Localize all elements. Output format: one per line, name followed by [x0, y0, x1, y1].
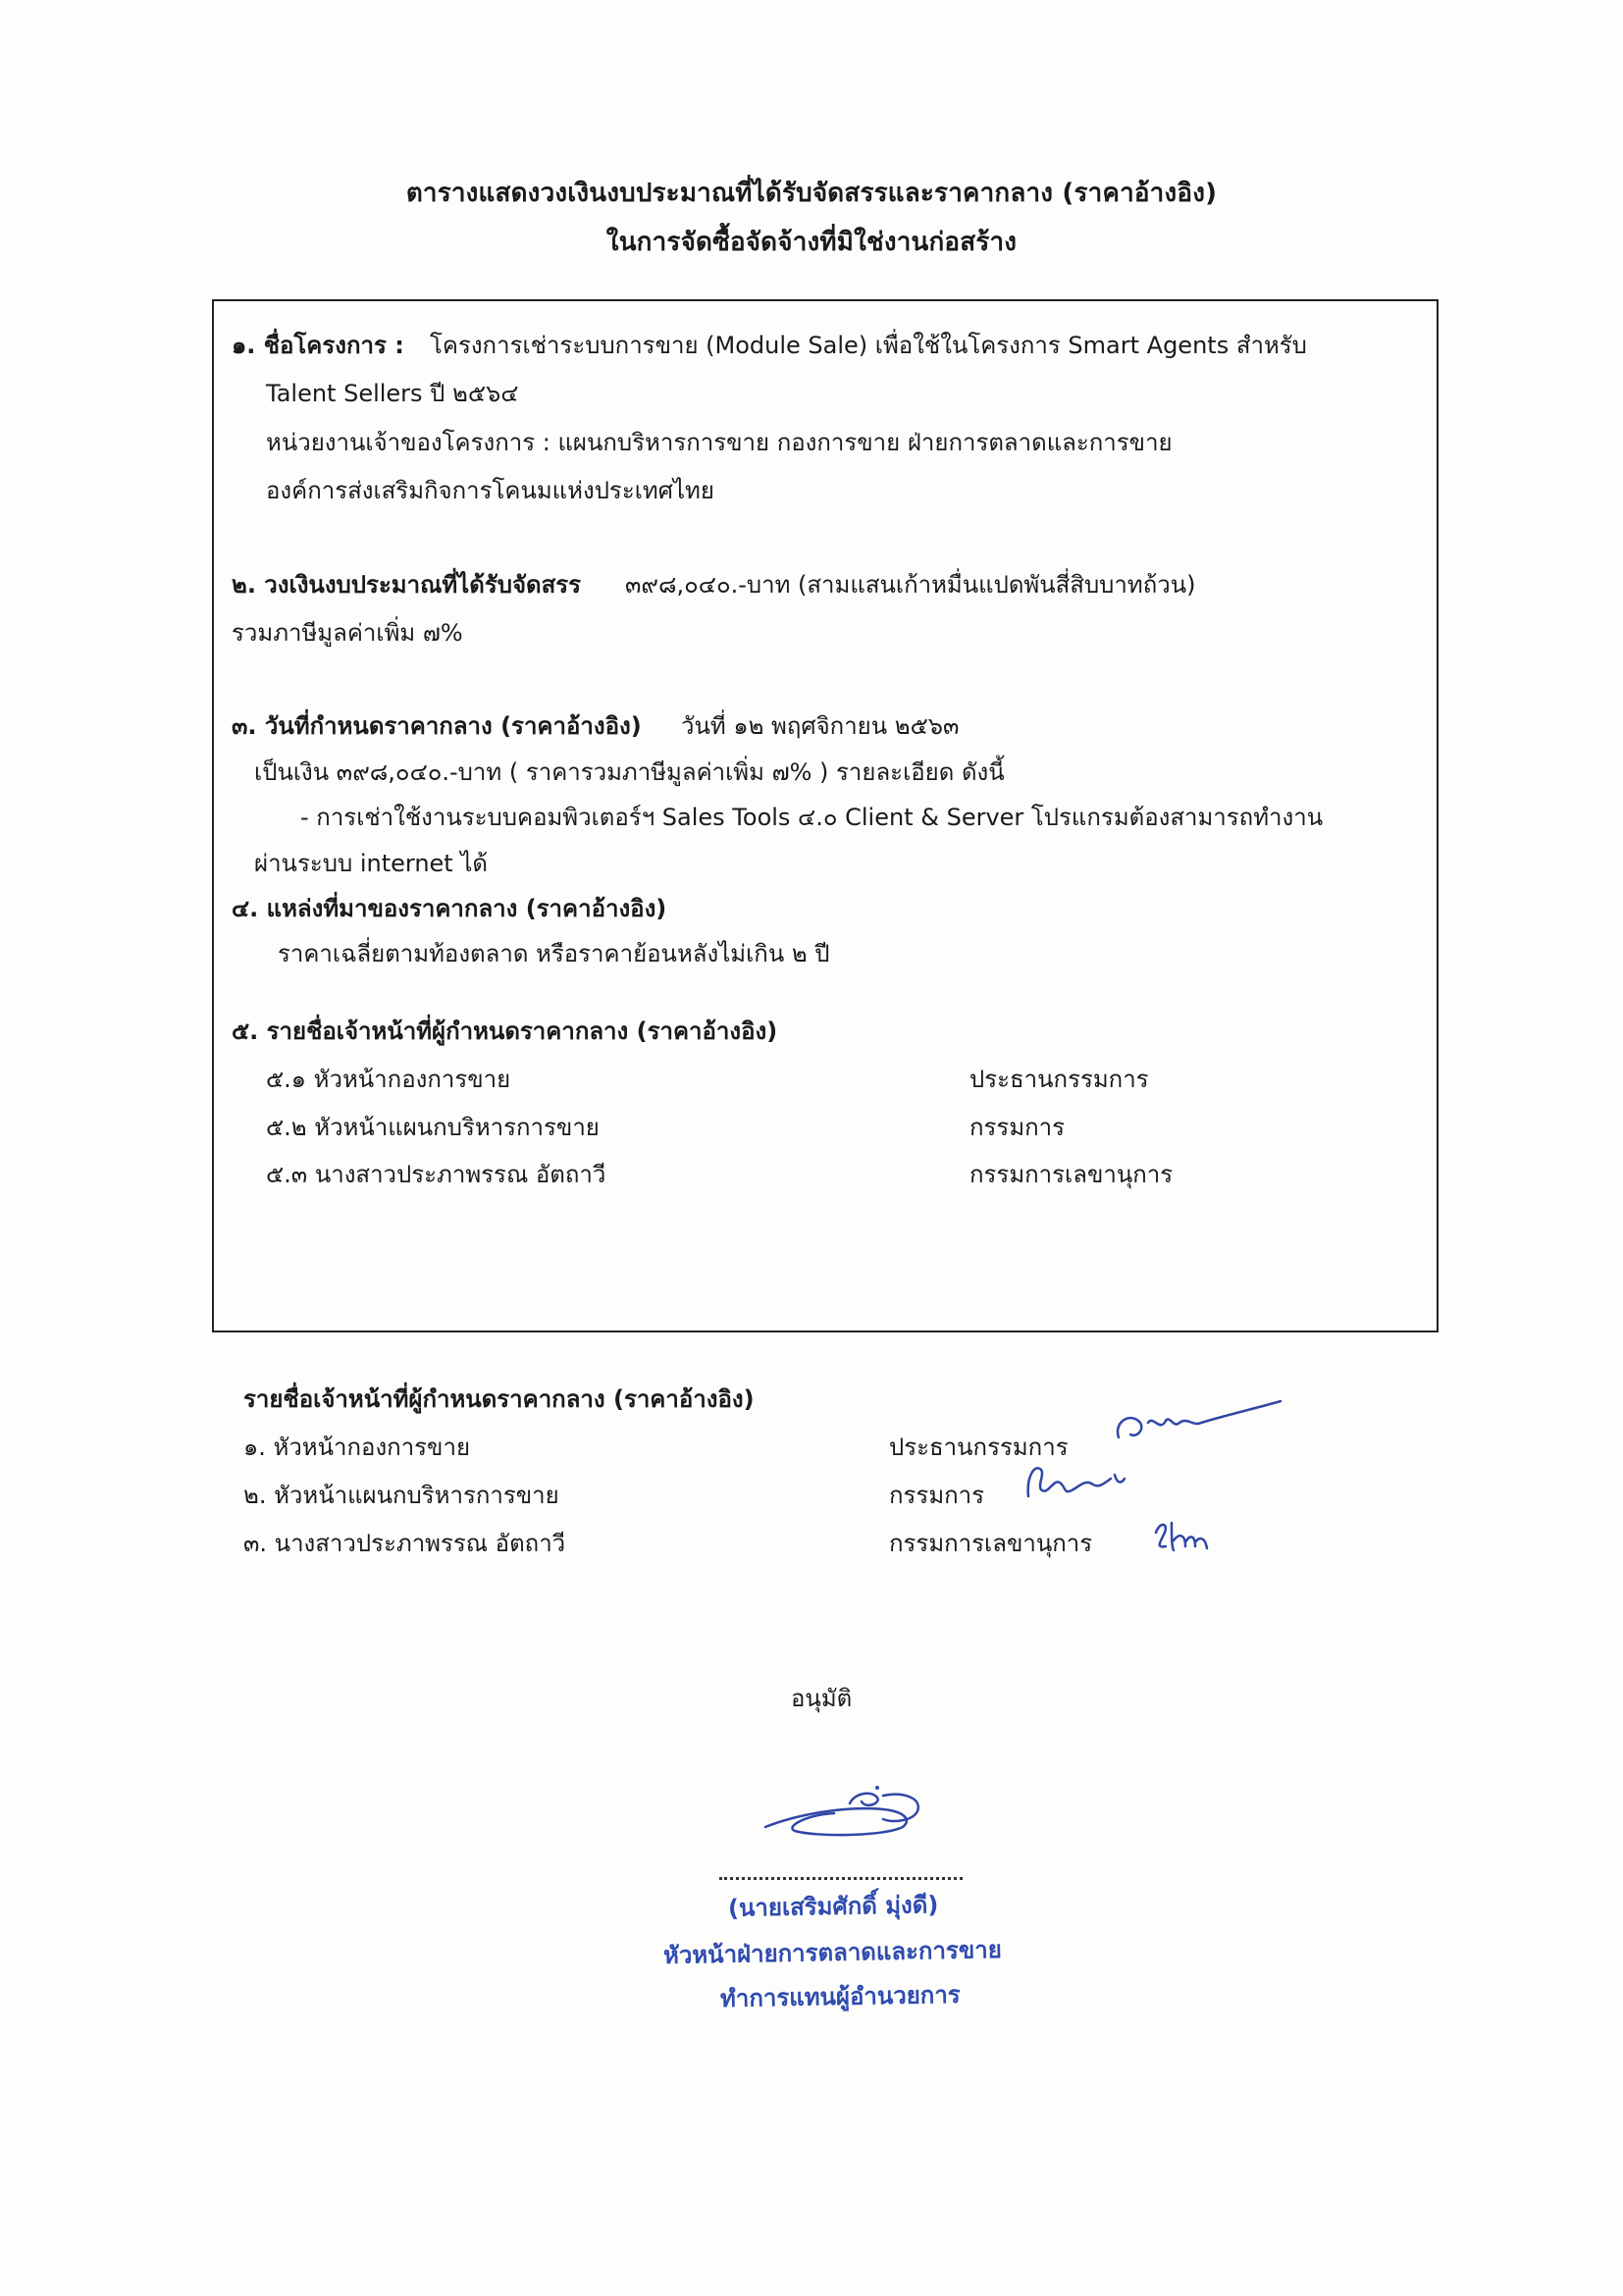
- signatory-role: ประธานกรรมการ: [889, 1434, 1069, 1461]
- signature-secretary: [1150, 1513, 1219, 1562]
- signature-member: [1021, 1457, 1138, 1506]
- section-1-heading: ๑. ชื่อโครงการ :: [232, 332, 404, 359]
- approval-label: อนุมัติ: [791, 1685, 853, 1712]
- signature-approver: [756, 1776, 962, 1845]
- section-2-heading: ๒. วงเงินงบประมาณที่ได้รับจัดสรร: [232, 571, 582, 599]
- price-detail-line-1: - การเช่าใช้งานระบบคอมพิวเตอร์ฯ Sales Tools ๔.๐ Client & Server โปรแกรมต้องสามารถทำงาน: [300, 804, 1324, 831]
- price-detail-line-2: ผ่านระบบ internet ได้: [254, 850, 488, 877]
- reference-price-amount: เป็นเงิน ๓๙๘,๐๔๐.-บาท ( ราคารวมภาษีมูลค่าเพิ่ม ๗% ) รายละเอียด ดังนี้: [254, 758, 1005, 786]
- committee-member-name: ๕.๓ นางสาวประภาพรรณ อัตถาวี: [266, 1161, 606, 1188]
- section-5-heading: ๕. รายชื่อเจ้าหน้าที่ผู้กำหนดราคากลาง (ราคาอ้างอิง): [232, 1018, 778, 1045]
- committee-member-role: ประธานกรรมการ: [969, 1066, 1149, 1093]
- signatories-heading: รายชื่อเจ้าหน้าที่ผู้กำหนดราคากลาง (ราคาอ้างอิง): [243, 1385, 755, 1413]
- committee-member-name: ๕.๒ หัวหน้าแผนกบริหารการขาย: [266, 1114, 600, 1141]
- committee-member-role: กรรมการเลขานุการ: [969, 1161, 1174, 1188]
- signatory-name: ๒. หัวหน้าแผนกบริหารการขาย: [243, 1482, 559, 1509]
- signature-chairman: [1099, 1393, 1295, 1452]
- signatory-name: ๑. หัวหน้ากองการขาย: [243, 1434, 470, 1461]
- signatory-name: ๓. นางสาวประภาพรรณ อัตถาวี: [243, 1530, 566, 1557]
- document-title-line-2: ในการจัดซื้อจัดจ้างที่มิใช่งานก่อสร้าง: [605, 228, 1018, 257]
- reference-price-date: วันที่ ๑๒ พฤศจิกายน ๒๕๖๓: [681, 712, 960, 740]
- acting-for-stamp: ทำการแทนผู้อำนวยการ: [719, 1980, 961, 2013]
- committee-member-name: ๕.๑ หัวหน้ากองการขาย: [266, 1066, 511, 1093]
- section-3-heading: ๓. วันที่กำหนดราคากลาง (ราคาอ้างอิง): [232, 712, 642, 740]
- signature-line: [719, 1877, 963, 1880]
- approver-title-stamp: หัวหน้าฝ่ายการตลาดและการขาย: [662, 1935, 1002, 1970]
- approver-name-stamp: (นายเสริมศักดิ์ มุ่งดี): [727, 1891, 939, 1922]
- committee-member-role: กรรมการ: [969, 1114, 1066, 1141]
- project-owner-line-1: หน่วยงานเจ้าของโครงการ : แผนกบริหารการขาย กองการขาย ฝ่ายการตลาดและการขาย: [266, 429, 1173, 456]
- budget-vat-note: รวมภาษีมูลค่าเพิ่ม ๗%: [232, 619, 463, 647]
- signatory-role: กรรมการเลขานุการ: [889, 1530, 1093, 1557]
- project-owner-line-2: องค์การส่งเสริมกิจการโคนมแห่งประเทศไทย: [266, 477, 714, 504]
- project-name-line-2: Talent Sellers ปี ๒๕๖๔: [266, 380, 519, 407]
- section-4-heading: ๔. แหล่งที่มาของราคากลาง (ราคาอ้างอิง): [232, 895, 667, 922]
- price-source-text: ราคาเฉลี่ยตามท้องตลาด หรือราคาย้อนหลังไม่เกิน ๒ ปี: [278, 940, 830, 967]
- document-title-line-1: ตารางแสดงวงเงินงบประมาณที่ได้รับจัดสรรและราคากลาง (ราคาอ้างอิง): [405, 179, 1218, 208]
- budget-amount: ๓๙๘,๐๔๐.-บาท (สามแสนเก้าหมื่นแปดพันสี่สิบบาทถ้วน): [625, 571, 1196, 599]
- signatory-role: กรรมการ: [889, 1482, 985, 1509]
- project-name-line-1: โครงการเช่าระบบการขาย (Module Sale) เพื่อใช้ในโครงการ Smart Agents สำหรับ: [430, 332, 1307, 359]
